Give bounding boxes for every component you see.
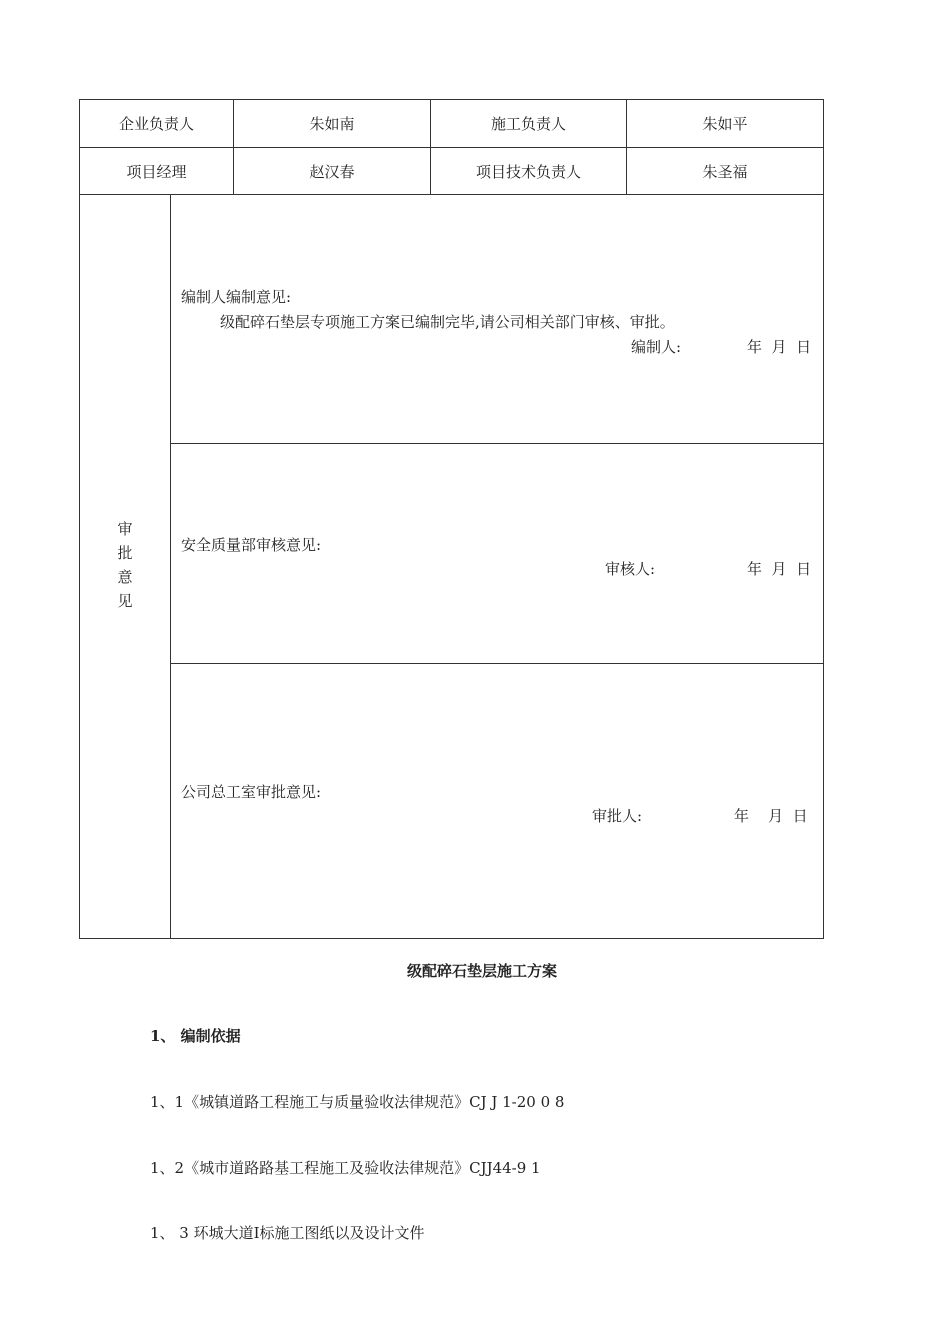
reference-item: 1、2《城市道路路基工程施工及验收法律规范》CJJ44-9 1 [150,1159,541,1177]
compiler-opinion-body: 级配碎石垫层专项施工方案已编制完毕,请公司相关部门审核、审批。 [220,313,675,331]
reviewer-signer-label: 审核人: [605,560,656,578]
cell-enterprise-leader-value: 朱如南 [309,115,355,133]
document-title: 级配碎石垫层施工方案 [407,962,558,980]
approval-label-char: 意 [117,568,133,586]
reviewer-date: 年 月 日 [747,560,812,578]
approver-date: 年 月 日 [734,807,808,825]
table-col-divider [170,194,171,939]
table-section-divider [170,663,824,664]
approval-label-char: 批 [117,544,133,562]
table-border-right [823,99,824,939]
compiler-signer-label: 编制人: [631,338,682,356]
table-border-bottom [79,938,824,939]
table-row-divider [79,194,824,195]
cell-project-manager-value: 赵汉春 [309,162,355,181]
compiler-opinion-heading: 编制人编制意见: [181,288,292,306]
reference-item: 1、1《城镇道路工程施工与质量验收法律规范》CJ J 1-20 0 8 [150,1093,565,1111]
reference-item: 1、 3 环城大道Ⅰ标施工图纸以及设计文件 [150,1224,425,1242]
cell-construction-leader-label: 施工负责人 [490,115,566,133]
approval-label-char: 见 [117,592,133,610]
cell-project-manager-label: 项目经理 [126,162,187,181]
approval-label-char: 审 [117,520,133,538]
chief-engineer-approval-heading: 公司总工室审批意见: [181,783,322,801]
cell-enterprise-leader-label: 企业负责人 [118,115,194,133]
approver-signer-label: 审批人: [592,807,643,825]
table-section-divider [170,443,824,444]
approval-opinion-label [80,517,170,613]
safety-review-heading: 安全质量部审核意见: [181,536,322,554]
cell-technical-leader-label: 项目技术负责人 [475,162,581,181]
compiler-date: 年 月 日 [747,338,812,356]
cell-technical-leader-value: 朱圣福 [702,162,748,181]
section-heading: 1、 编制依据 [150,1027,241,1045]
cell-construction-leader-value: 朱如平 [702,115,748,133]
